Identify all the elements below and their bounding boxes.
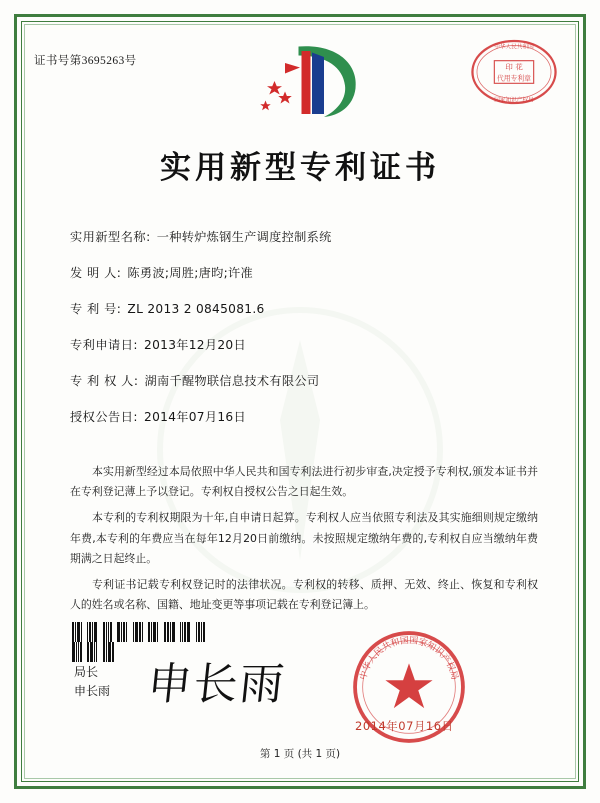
svg-text:中华人民共和国: 中华人民共和国 bbox=[494, 44, 534, 51]
field-value: 2014年07月16日 bbox=[144, 410, 246, 424]
svg-text:中华人民共和国国家知识产权局: 中华人民共和国国家知识产权局 bbox=[358, 635, 460, 681]
field-label: 实用新型名称: bbox=[70, 230, 151, 244]
signature-title: 局长 bbox=[74, 665, 99, 679]
field-label: 授权公告日: bbox=[70, 410, 139, 424]
field-row bbox=[70, 300, 540, 317]
field-label: 专 利 权 人: bbox=[70, 374, 139, 388]
seal-date: 2014年07月16日 bbox=[355, 719, 454, 733]
field-row bbox=[70, 228, 540, 245]
certificate-number: 证书号第3695263号 bbox=[34, 55, 137, 67]
field-label: 专利申请日: bbox=[70, 338, 139, 352]
handwritten-signature: 申长雨 bbox=[144, 660, 289, 709]
field-value: ZL 2013 2 0845081.6 bbox=[127, 302, 265, 316]
fields-list bbox=[70, 228, 540, 444]
signature-block bbox=[74, 663, 110, 701]
paragraph: 专利证书记载专利权登记时的法律状况。专利权的转移、质押、无效、终止、恢复和专利权人的姓名或名称、国籍、地址变更等事项记载在专利登记簿上。 bbox=[70, 577, 538, 612]
svg-text:印 花: 印 花 bbox=[505, 62, 523, 72]
paragraph: 本专利的专利权期限为十年,自申请日起算。专利权人应当依照专利法及其实施细则规定缴纳年费,本专利的年费应当在每年12月20日前缴纳。未按照规定缴纳年费的,专利权自应当缴纳年费期满之日起终止。 bbox=[70, 511, 538, 565]
barcode bbox=[72, 622, 212, 642]
field-label: 专 利 号: bbox=[70, 302, 122, 316]
patent-office-logo-icon bbox=[255, 42, 360, 120]
field-row bbox=[70, 264, 540, 281]
field-value: 一种转炉炼钢生产调度控制系统 bbox=[156, 230, 332, 244]
page-title: 实用新型专利证书 bbox=[160, 150, 440, 186]
field-row bbox=[70, 372, 540, 389]
field-row bbox=[70, 336, 540, 353]
top-red-seal-icon bbox=[468, 38, 560, 106]
field-value: 湖南千醒物联信息技术有限公司 bbox=[144, 374, 320, 388]
page-footer: 第 1 页 (共 1 页) bbox=[259, 748, 341, 760]
body-text bbox=[70, 462, 538, 621]
field-row bbox=[70, 408, 540, 425]
field-value: 陈勇波;周胜;唐昀;许准 bbox=[127, 266, 254, 280]
paragraph: 本实用新型经过本局依照中华人民共和国专利法进行初步审查,决定授予专利权,颁发本证书并在专利登记薄上予以登记。专利权自授权公告之日起生效。 bbox=[70, 465, 538, 499]
svg-text:国家知识产权局: 国家知识产权局 bbox=[494, 97, 534, 104]
signature-name: 申长雨 bbox=[74, 684, 111, 699]
field-label: 发 明 人: bbox=[70, 266, 122, 280]
svg-text:代用专利章: 代用专利章 bbox=[497, 74, 531, 83]
field-value: 2013年12月20日 bbox=[144, 338, 246, 352]
